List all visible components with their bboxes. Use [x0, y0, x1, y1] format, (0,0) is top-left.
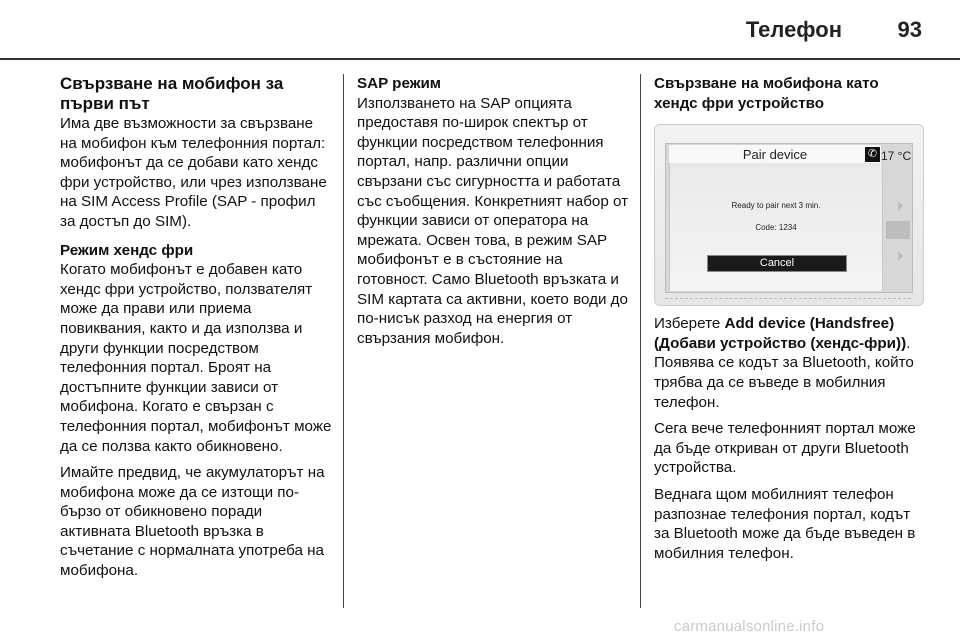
- column-2: [357, 74, 629, 348]
- text-code-appears: . Появява се кодът за Bluetooth, който трябва да се въведе в мобилния телефон.: [654, 334, 914, 411]
- paragraph-sap: Използването на SAP опцията предоставя по-широк спектър от функции посредством телефонния портал, напр. различни опции свързани със сигурността и работата със съобщения. Конкретният набор от функции зависи от оператора на мрежата. Освен това, в режим SAP мобифонът е в състояние на готовност. Само Bluetooth връзката и SIM картата са активни, което води до по-нисък разход на енергия от свързания мобифон.: [357, 94, 629, 347]
- text-select: Изберете: [654, 315, 725, 333]
- paragraph-enter-code: Веднага щом мобилният телефон разпознае телефония портал, кодът за Bluetooth може да бъде въведен в мобилния телефон.: [654, 485, 916, 562]
- column-divider-2: [640, 74, 641, 608]
- subheading-sap-mode: SAP режим: [357, 75, 442, 92]
- dialog-title: Pair device: [669, 145, 881, 163]
- paragraph-select-add-device: [654, 314, 922, 412]
- scroll-selector: [886, 221, 910, 239]
- paragraph-discoverable: Сега вече телефонният портал може да бъде откриван от други Bluetooth устройства.: [654, 420, 916, 477]
- arrow-right-icon: [898, 251, 903, 261]
- screen-bottom-border: [665, 298, 911, 299]
- header-rule: [0, 58, 960, 60]
- phone-icon: ✆: [865, 147, 880, 162]
- running-header-title: Телефон: [745, 17, 842, 42]
- subheading-connect-handsfree: Свързване на мобифона като хендс фри устройство: [654, 75, 879, 112]
- paragraph-battery-note: Имайте предвид, че акумулаторът на мобифона може да се изтощи по-бързо от обикновено поради активната Bluetooth връзка в съчетание с нормалната употреба на мобифона.: [60, 464, 325, 580]
- cancel-button[interactable]: Cancel: [707, 255, 847, 272]
- dialog-code-text: Code: 1234: [755, 223, 797, 233]
- column-divider-1: [343, 74, 344, 608]
- arrow-right-icon: [898, 201, 903, 211]
- temperature-readout: 17 °C: [881, 149, 912, 164]
- pair-device-dialog: [669, 163, 883, 291]
- paragraph-handsfree: Когато мобифонът е добавен като хендс фри устройство, ползвателят може да прави или приема повиквания, както и да използва и други функции посредством телефонния портал. Броят на достъпните функции зависи от мобифона. Когато е свързан с телефонния портал, мобифонът може да се ползва както обикновено.: [60, 261, 332, 455]
- section-heading-first-pairing: Свързване на мобифон за първи път: [60, 74, 284, 113]
- device-screen-illustration: [654, 124, 924, 306]
- page-number: 93: [897, 17, 922, 42]
- watermark: carmanualsonline.info: [674, 618, 825, 635]
- dialog-ready-text: Ready to pair next 3 min.: [731, 201, 821, 211]
- paragraph-intro: Има две възможности за свързване на мобифон към телефонния портал: мобифонът да се добави като хендс фри устройство, или чрез използване на SIM Access Profile (SAP - профил за достъп до SIM).: [60, 115, 327, 230]
- column-1: [60, 74, 332, 581]
- column-3: [654, 74, 922, 563]
- subheading-handsfree-mode: Режим хендс фри: [60, 241, 194, 259]
- menu-item-add-device: Add device (Handsfree) (Добави устройство (хендс-фри)): [654, 315, 907, 352]
